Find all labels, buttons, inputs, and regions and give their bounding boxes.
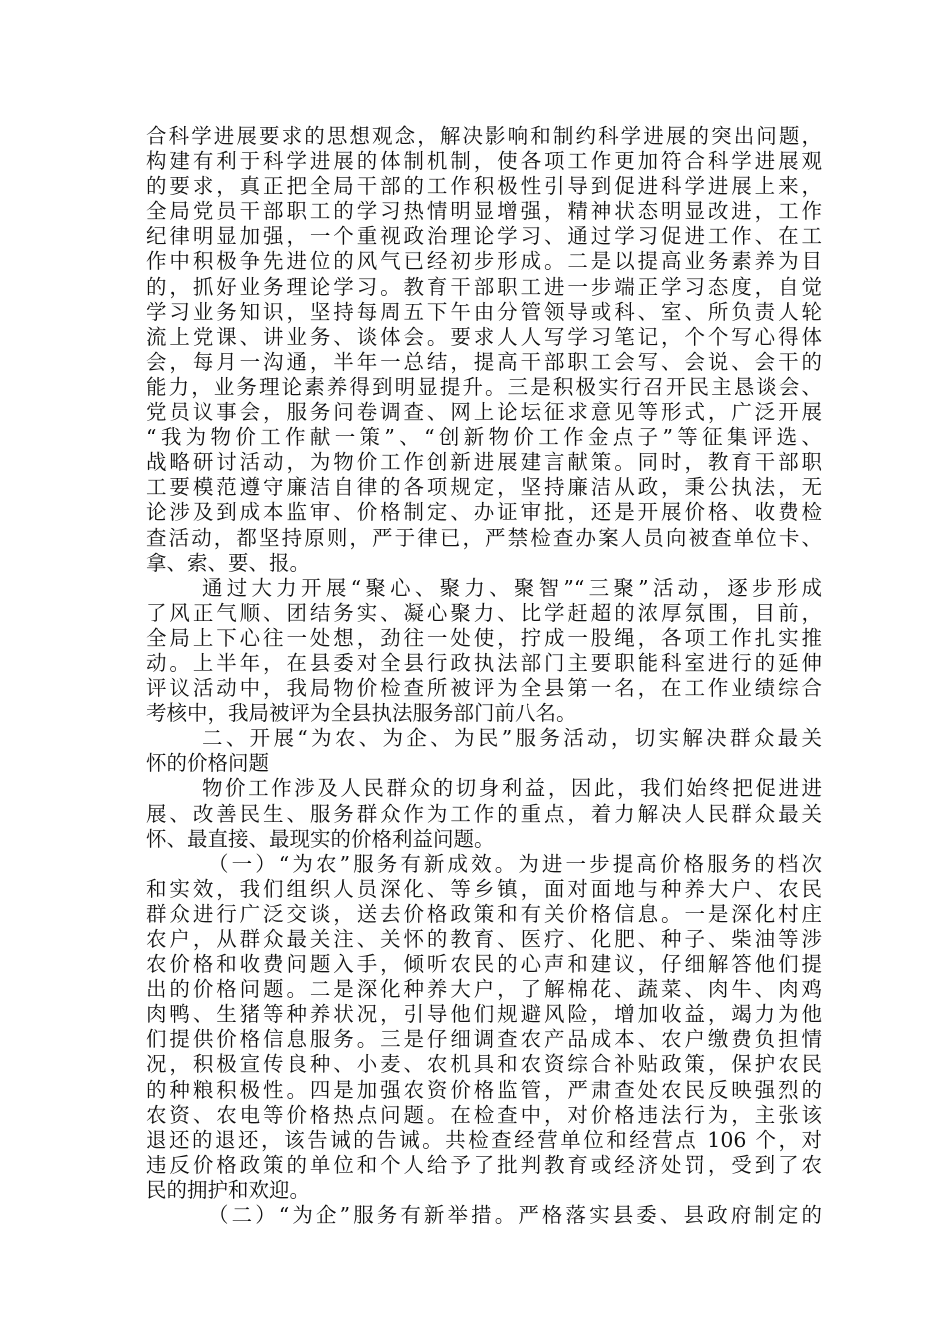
text-line: 二、开展“为农、为企、为民”服务活动，切实解决群众最关: [202, 726, 822, 751]
text-line: 展、改善民生、服务群众作为工作的重点，着力解决人民群众最关: [146, 801, 822, 826]
text-line: 的，抓好业务理论学习。教育干部职工进一步端正学习态度，自觉: [146, 274, 822, 299]
text-line: 的种粮积极性。四是加强农资价格监管，严肃查处农民反映强烈的: [146, 1077, 822, 1102]
text-line: 怀、最直接、最现实的价格利益问题。: [146, 826, 495, 851]
text-line: “我为物价工作献一策”、“创新物价工作金点子”等征集评选、: [146, 425, 822, 450]
text-line: 农户，从群众最关注、关怀的教育、医疗、化肥、种子、柴油等涉: [146, 927, 822, 951]
text-line: 全局党员干部职工的学习热情明显增强，精神状态明显改进，工作: [146, 199, 822, 224]
text-line: 通过大力开展“聚心、聚力、聚智”“三聚”活动，逐步形成: [202, 575, 822, 600]
text-line: 纪律明显加强，一个重视政治理论学习、通过学习促进工作、在工: [146, 224, 822, 249]
text-line: 考核中，我局被评为全县执法服务部门前八名。: [146, 701, 577, 726]
text-line: 了风正气顺、团结务实、凝心聚力、比学赶超的浓厚氛围，目前，: [146, 600, 822, 625]
text-line: （一）“为农”服务有新成效。为进一步提高价格服务的档次: [208, 851, 822, 876]
text-line: 况，积极宣传良种、小麦、农机具和农资综合补贴政策，保护农民: [146, 1052, 822, 1077]
text-line: 学习业务知识，坚持每周五下午由分管领导或科、室、所负责人轮: [146, 299, 822, 324]
text-line: 肉鸭、生猪等种养状况，引导他们规避风险，增加收益，竭力为他: [146, 1002, 822, 1027]
text-line: 能力，业务理论素养得到明显提升。三是积极实行召开民主恳谈会、: [146, 374, 822, 399]
text-line: 拿、索、要、报。: [146, 550, 310, 575]
text-line: 工要模范遵守廉洁自律的各项规定，坚持廉洁从政，秉公执法，无: [146, 475, 822, 500]
text-line: 党员议事会，服务问卷调查、网上论坛征求意见等形式，广泛开展: [146, 400, 822, 425]
text-line: 论涉及到成本监审、价格制定、办证审批，还是开展价格、收费检: [146, 500, 822, 525]
text-line: 动。上半年，在县委对全县行政执法部门主要职能科室进行的延伸: [146, 650, 822, 675]
text-line: 民的拥护和欢迎。: [146, 1177, 310, 1202]
text-line: 战略研讨活动，为物价工作创新进展建言献策。同时，教育干部职: [146, 450, 822, 475]
text-line: 出的价格问题。二是深化种养大户，了解棉花、蔬菜、肉牛、肉鸡: [146, 977, 822, 1002]
text-line: （二）“为企”服务有新举措。严格落实县委、县政府制定的: [208, 1203, 822, 1228]
text-line: 物价工作涉及人民群众的切身利益，因此，我们始终把促进进: [202, 776, 822, 801]
text-line: 违反价格政策的单位和个人给予了批判教育或经济处罚，受到了农: [146, 1152, 822, 1177]
text-line: 退还的退还，该告诫的告诫。共检查经营单位和经营点 106 个，对: [146, 1127, 822, 1152]
text-line: 和实效，我们组织人员深化、等乡镇，面对面地与种养大户、农民: [146, 876, 822, 901]
text-line: 怀的价格问题: [146, 751, 269, 776]
text-line: 群众进行广泛交谈，送去价格政策和有关价格信息。一是深化村庄: [146, 901, 822, 926]
text-line: 流上党课、讲业务、谈体会。要求人人写学习笔记，个个写心得体: [146, 324, 822, 349]
text-line: 作中积极争先进位的风气已经初步形成。二是以提高业务素养为目: [146, 249, 822, 274]
text-line: 构建有利于科学进展的体制机制，使各项工作更加符合科学进展观: [146, 149, 822, 174]
text-line: 农资、农电等价格热点问题。在检查中，对价格违法行为，主张该: [146, 1102, 822, 1127]
text-line: 合科学进展要求的思想观念，解决影响和制约科学进展的突出问题，: [146, 124, 822, 148]
text-line: 评议活动中，我局物价检查所被评为全县第一名，在工作业绩综合: [146, 676, 822, 701]
text-line: 查活动，都坚持原则，严于律已，严禁检查办案人员向被查单位卡、: [146, 525, 822, 550]
text-line: 会，每月一沟通，半年一总结，提高干部职工会写、会说、会干的: [146, 349, 822, 374]
text-line: 农价格和收费问题入手，倾听农民的心声和建议，仔细解答他们提: [146, 952, 822, 977]
text-line: 全局上下心往一处想，劲往一处使，拧成一股绳，各项工作扎实推: [146, 625, 822, 650]
text-line: 们提供价格信息服务。三是仔细调查农产品成本、农户缴费负担情: [146, 1027, 822, 1052]
document-page: [146, 124, 822, 1228]
text-line: 的要求，真正把全局干部的工作积极性引导到促进科学进展上来，: [146, 174, 822, 199]
